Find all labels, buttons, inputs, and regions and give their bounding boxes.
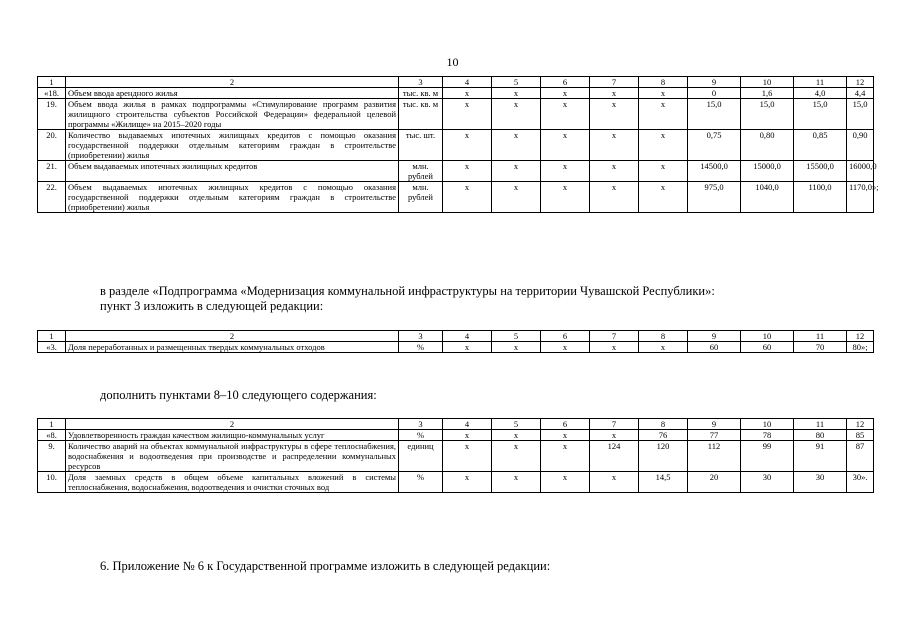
value-cell: 4,0	[794, 88, 847, 99]
unit-cell: %	[399, 430, 443, 441]
value-cell: 30	[794, 472, 847, 493]
indicator-name: Количество аварий на объектах коммунальной инфраструктуры в сфере теплоснабжения, водоснабжения и водоотведения при производстве и распределении коммунальных ресурсов	[66, 441, 399, 472]
value-cell: x	[590, 472, 639, 493]
value-cell: x	[541, 472, 590, 493]
value-cell: x	[590, 430, 639, 441]
value-cell: 70	[794, 342, 847, 353]
indicators-table-waste	[37, 330, 874, 353]
header-cell: 3	[399, 419, 443, 430]
value-cell: 14,5	[639, 472, 688, 493]
value-cell: x	[492, 130, 541, 161]
value-cell: x	[590, 88, 639, 99]
header-cell: 12	[847, 419, 874, 430]
value-cell: x	[541, 99, 590, 130]
header-cell: 7	[590, 77, 639, 88]
header-cell: 4	[443, 419, 492, 430]
value-cell: x	[590, 182, 639, 213]
value-cell: 15,0	[794, 99, 847, 130]
header-cell: 8	[639, 77, 688, 88]
table-row	[38, 88, 874, 99]
row-number: 21.	[38, 161, 66, 182]
header-cell: 11	[794, 331, 847, 342]
section-paragraph-line2: пункт 3 изложить в следующей редакции:	[100, 299, 324, 313]
value-cell: 15,0	[688, 99, 741, 130]
value-cell: x	[492, 88, 541, 99]
header-cell: 9	[688, 331, 741, 342]
header-row	[38, 331, 874, 342]
value-cell: x	[492, 441, 541, 472]
value-cell: x	[541, 430, 590, 441]
header-cell: 12	[847, 331, 874, 342]
value-cell: 20	[688, 472, 741, 493]
header-cell: 1	[38, 419, 66, 430]
value-cell: 112	[688, 441, 741, 472]
value-cell: 4,4	[847, 88, 874, 99]
value-cell: 1040,0	[741, 182, 794, 213]
row-number: 22.	[38, 182, 66, 213]
value-cell: x	[541, 441, 590, 472]
table-row	[38, 342, 874, 353]
unit-cell: %	[399, 472, 443, 493]
header-cell: 10	[741, 77, 794, 88]
value-cell: x	[492, 342, 541, 353]
value-cell: 30	[741, 472, 794, 493]
indicator-name: Доля заемных средств в общем объеме капитальных вложений в системы теплоснабжения, водоснабжения, водоотведения и очистки сточных вод	[66, 472, 399, 493]
value-cell: 0,80	[741, 130, 794, 161]
indicator-name: Объем ввода жилья в рамках подпрограммы «Стимулирование программ развития жилищного строительства субъектов Российской Федерации» федеральной целевой программы «Жилище» на 2015–2020 годы	[66, 99, 399, 130]
value-cell: 15,0	[741, 99, 794, 130]
table-row	[38, 99, 874, 130]
value-cell: x	[492, 472, 541, 493]
value-cell: x	[590, 342, 639, 353]
row-number: 19.	[38, 99, 66, 130]
header-cell: 8	[639, 331, 688, 342]
header-cell: 5	[492, 77, 541, 88]
value-cell: 30».	[847, 472, 874, 493]
header-cell: 6	[541, 331, 590, 342]
row-number: 20.	[38, 130, 66, 161]
value-cell: x	[639, 182, 688, 213]
indicator-name: Объем выдаваемых ипотечных жилищных кредитов	[66, 161, 399, 182]
value-cell: 91	[794, 441, 847, 472]
add-items-paragraph: дополнить пунктами 8–10 следующего содержания:	[100, 388, 377, 402]
header-cell: 9	[688, 419, 741, 430]
row-number: «3.	[38, 342, 66, 353]
unit-cell: тыс. кв. м	[399, 99, 443, 130]
value-cell: x	[443, 342, 492, 353]
header-cell: 10	[741, 331, 794, 342]
value-cell: 76	[639, 430, 688, 441]
value-cell: x	[639, 342, 688, 353]
table-row	[38, 430, 874, 441]
value-cell: 77	[688, 430, 741, 441]
header-cell: 11	[794, 77, 847, 88]
header-cell: 5	[492, 419, 541, 430]
header-cell: 1	[38, 331, 66, 342]
table-row	[38, 441, 874, 472]
appendix-paragraph: 6. Приложение № 6 к Государственной программе изложить в следующей редакции:	[100, 559, 551, 573]
value-cell: x	[492, 182, 541, 213]
value-cell: x	[443, 88, 492, 99]
indicators-table-housing	[37, 76, 879, 213]
indicator-name: Объем выдаваемых ипотечных жилищных кредитов с помощью оказания государственной поддержки отдельным категориям граждан в строительстве (приобретении) жилья	[66, 182, 399, 213]
value-cell: 15000,0	[741, 161, 794, 182]
value-cell: 1,6	[741, 88, 794, 99]
value-cell: 99	[741, 441, 794, 472]
indicator-name: Доля переработанных и размещенных твердых коммунальных отходов	[66, 342, 399, 353]
header-cell: 3	[399, 77, 443, 88]
value-cell: 0,90	[847, 130, 874, 161]
header-cell: 2	[66, 419, 399, 430]
value-cell: x	[639, 130, 688, 161]
value-cell: 87	[847, 441, 874, 472]
header-cell: 6	[541, 419, 590, 430]
value-cell: 60	[688, 342, 741, 353]
value-cell: 15,0	[847, 99, 874, 130]
value-cell: 120	[639, 441, 688, 472]
value-cell: x	[541, 130, 590, 161]
value-cell: x	[639, 99, 688, 130]
value-cell: 16000,0	[847, 161, 874, 182]
value-cell: x	[492, 161, 541, 182]
indicators-table-utilities	[37, 418, 874, 493]
header-cell: 6	[541, 77, 590, 88]
indicator-name: Объем ввода арендного жилья	[66, 88, 399, 99]
header-cell: 11	[794, 419, 847, 430]
indicator-name: Количество выдаваемых ипотечных жилищных кредитов с помощью оказания государственной поддержки отдельным категориям граждан в строительстве (приобретении) жилья	[66, 130, 399, 161]
value-cell: x	[541, 342, 590, 353]
header-cell: 4	[443, 77, 492, 88]
header-cell: 9	[688, 77, 741, 88]
row-number: «8.	[38, 430, 66, 441]
value-cell: 78	[741, 430, 794, 441]
header-cell: 5	[492, 331, 541, 342]
header-row	[38, 77, 874, 88]
value-cell: 975,0	[688, 182, 741, 213]
value-cell: x	[492, 99, 541, 130]
value-cell: 0,75	[688, 130, 741, 161]
value-cell: x	[443, 182, 492, 213]
value-cell: 60	[741, 342, 794, 353]
value-cell: x	[590, 161, 639, 182]
value-cell: 0,85	[794, 130, 847, 161]
value-cell: 1100,0	[794, 182, 847, 213]
value-cell: x	[541, 161, 590, 182]
row-number: 10.	[38, 472, 66, 493]
value-cell: 124	[590, 441, 639, 472]
unit-cell: тыс. кв. м	[399, 88, 443, 99]
value-cell: x	[590, 99, 639, 130]
value-cell: x	[492, 430, 541, 441]
header-cell: 3	[399, 331, 443, 342]
row-number: «18.	[38, 88, 66, 99]
value-cell: x	[541, 182, 590, 213]
value-cell: x	[541, 88, 590, 99]
table-row	[38, 130, 874, 161]
value-cell: 15500,0	[794, 161, 847, 182]
value-cell: x	[590, 130, 639, 161]
value-cell: 0	[688, 88, 741, 99]
value-cell: x	[639, 161, 688, 182]
value-cell: x	[443, 161, 492, 182]
value-cell: x	[443, 472, 492, 493]
value-cell: x	[443, 430, 492, 441]
unit-cell: %	[399, 342, 443, 353]
value-cell: 14500,0	[688, 161, 741, 182]
value-cell: x	[443, 130, 492, 161]
value-cell: 1170,0»;	[847, 182, 874, 213]
unit-cell: млн. рублей	[399, 161, 443, 182]
header-cell: 1	[38, 77, 66, 88]
page-number: 10	[446, 55, 459, 69]
table-row	[38, 161, 874, 182]
header-cell: 12	[847, 77, 874, 88]
value-cell: 80	[794, 430, 847, 441]
table-row	[38, 182, 874, 213]
value-cell: x	[639, 88, 688, 99]
header-cell: 2	[66, 77, 399, 88]
header-cell: 7	[590, 419, 639, 430]
table-row	[38, 472, 874, 493]
unit-cell: млн. рублей	[399, 182, 443, 213]
header-cell: 2	[66, 331, 399, 342]
row-number: 9.	[38, 441, 66, 472]
indicator-name: Удовлетворенность граждан качеством жилищно-коммунальных услуг	[66, 430, 399, 441]
value-cell: 80»;	[847, 342, 874, 353]
header-cell: 7	[590, 331, 639, 342]
unit-cell: тыс. шт.	[399, 130, 443, 161]
header-row	[38, 419, 874, 430]
header-cell: 10	[741, 419, 794, 430]
header-cell: 4	[443, 331, 492, 342]
value-cell: x	[443, 99, 492, 130]
section-paragraph-line1: в разделе «Подпрограмма «Модернизация коммунальной инфраструктуры на территории Чувашской Республики»:	[100, 284, 715, 298]
value-cell: 85	[847, 430, 874, 441]
header-cell: 8	[639, 419, 688, 430]
value-cell: x	[443, 441, 492, 472]
unit-cell: единиц	[399, 441, 443, 472]
